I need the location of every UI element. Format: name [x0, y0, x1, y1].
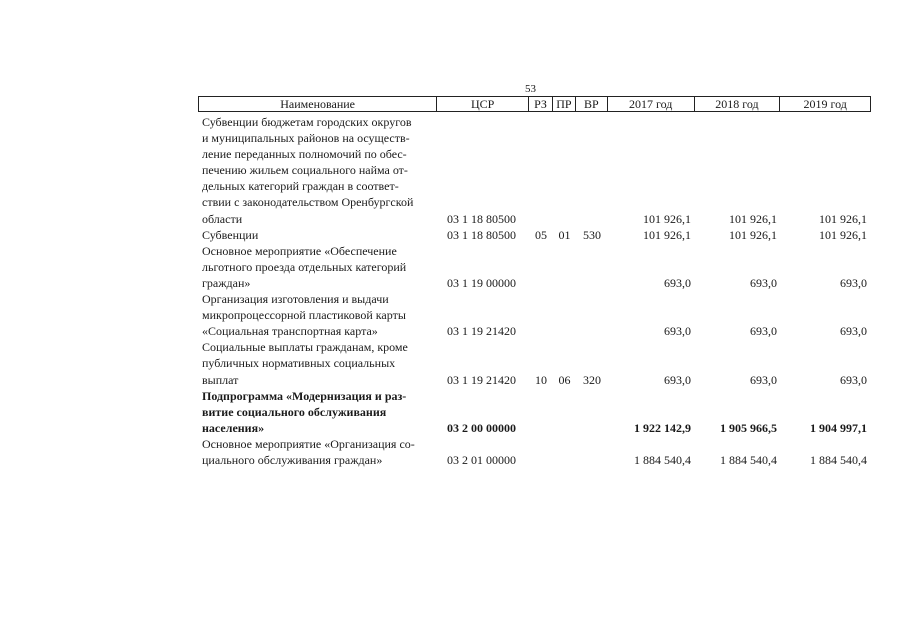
cell-y2017: 693,0	[664, 372, 691, 387]
cell-name: Субвенции бюджетам городских округов и муниципальных районов на осуществ- ление переданных полномочий по обес- печению жильем социального найма от- дельных категорий граждан в соответ- ствии с законодательством Оренбургской области	[202, 115, 414, 226]
cell-csr: 03 1 18 80500	[447, 227, 516, 242]
cell-pr: 06	[558, 372, 571, 387]
cell-y2017: 693,0	[664, 324, 691, 339]
cell-y2018: 693,0	[750, 275, 777, 290]
cell-y2019: 101 926,1	[819, 227, 867, 242]
cell-y2018: 101 926,1	[729, 211, 777, 226]
cell-y2018: 101 926,1	[729, 227, 777, 242]
cell-y2017: 101 926,1	[643, 211, 691, 226]
cell-pr: 01	[558, 227, 571, 242]
cell-vr: 530	[583, 227, 601, 242]
cell-y2019: 101 926,1	[819, 211, 867, 226]
header-2017: 2017 год	[608, 97, 695, 111]
cell-y2017: 693,0	[664, 275, 691, 290]
cell-y2018: 1 884 540,4	[720, 452, 777, 467]
header-2019: 2019 год	[803, 97, 847, 111]
cell-rz: 05	[535, 227, 547, 242]
table-row	[198, 388, 871, 436]
cell-name: Субвенции	[202, 227, 259, 242]
cell-y2017: 101 926,1	[643, 227, 691, 242]
cell-name: Основное мероприятие «Обеспечение льготного проезда отдельных категорий граждан»	[202, 243, 407, 290]
cell-y2019: 693,0	[840, 324, 867, 339]
header-csr: ЦСР	[437, 97, 529, 111]
cell-csr: 03 1 19 21420	[447, 372, 516, 387]
header-vr: ВР	[576, 97, 608, 111]
cell-y2017: 1 884 540,4	[634, 452, 691, 467]
table-row	[198, 291, 871, 339]
cell-csr: 03 1 19 00000	[447, 275, 516, 290]
header-2018: 2018 год	[695, 97, 781, 111]
cell-csr: 03 2 00 00000	[447, 420, 516, 435]
cell-vr: 320	[583, 372, 601, 387]
table-body	[198, 114, 871, 468]
cell-csr: 03 1 18 80500	[447, 211, 516, 226]
table-row	[198, 339, 871, 387]
table-row	[198, 227, 871, 243]
cell-y2017: 1 922 142,9	[634, 420, 691, 435]
cell-csr: 03 1 19 21420	[447, 324, 516, 339]
cell-y2019: 1 904 997,1	[810, 420, 867, 435]
cell-name: Организация изготовления и выдачи микропроцессорной пластиковой карты «Социальная транспортная карта»	[202, 292, 406, 339]
cell-y2018: 693,0	[750, 372, 777, 387]
cell-y2019: 693,0	[840, 275, 867, 290]
header-pr: ПР	[553, 97, 576, 111]
cell-name: Социальные выплаты гражданам, кроме публичных нормативных социальных выплат	[202, 340, 408, 387]
cell-y2019: 693,0	[840, 372, 867, 387]
cell-name: Подпрограмма «Модернизация и раз- витие социального обслуживания населения»	[202, 388, 407, 435]
cell-rz: 10	[535, 372, 547, 387]
table-row	[198, 243, 871, 291]
cell-csr: 03 2 01 00000	[447, 452, 516, 467]
cell-y2018: 693,0	[750, 324, 777, 339]
header-rz: РЗ	[529, 97, 553, 111]
cell-y2018: 1 905 966,5	[720, 420, 777, 435]
cell-name: Основное мероприятие «Организация со- циального обслуживания граждан»	[202, 436, 415, 467]
header-name: Наименование	[199, 97, 437, 111]
page-number: 53	[525, 83, 536, 95]
cell-y2019: 1 884 540,4	[810, 452, 867, 467]
table-row	[198, 114, 871, 227]
table-header	[198, 96, 871, 112]
table-row	[198, 436, 871, 468]
